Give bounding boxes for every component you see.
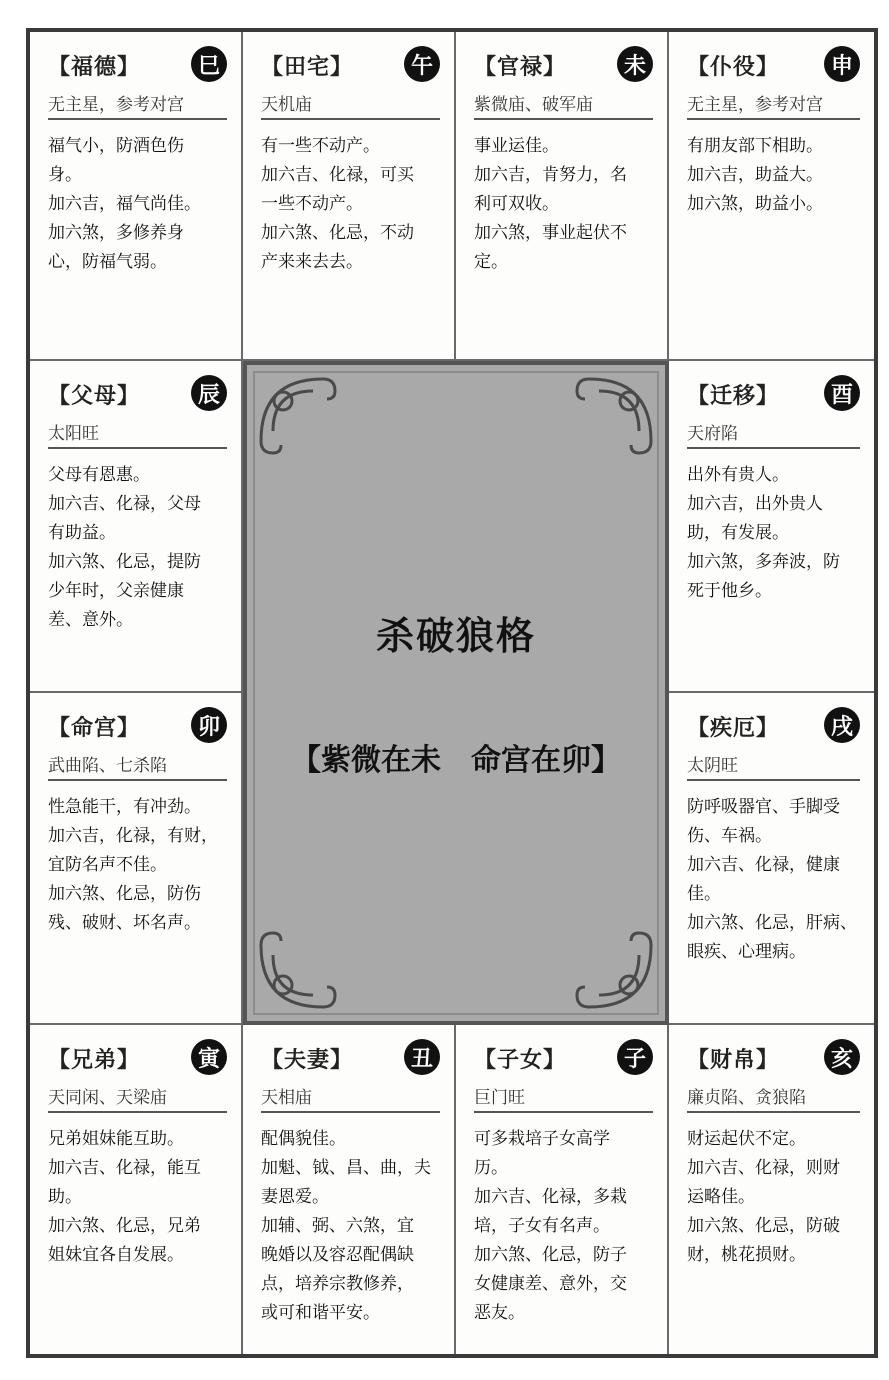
palace-name: 【兄弟】: [48, 1048, 141, 1073]
description-line: 历。: [474, 1158, 508, 1178]
branch-badge: 子: [617, 1039, 653, 1075]
branch-badge: 寅: [191, 1039, 227, 1075]
palace-stars: 武曲陷、七杀陷: [48, 751, 227, 781]
branch-badge: 申: [824, 46, 860, 82]
description-line: 姐妹宜各自发展。: [48, 1245, 184, 1265]
palace-description: [474, 1125, 653, 1328]
description-line: 少年时，父亲健康: [48, 581, 184, 601]
center-panel: [243, 361, 669, 1025]
description-line: 出外有贵人。: [687, 465, 789, 485]
description-line: 性急能干，有冲劲。: [48, 797, 201, 817]
description-line: 心，防福气弱。: [48, 252, 167, 272]
description-line: 加六吉、化禄，则财: [687, 1158, 840, 1178]
description-line: 助。: [48, 1187, 82, 1207]
palace-description: [261, 132, 440, 277]
description-line: 加六煞、化忌，提防: [48, 552, 201, 572]
center-inner-frame: [253, 371, 659, 1015]
palace-description: [48, 461, 227, 635]
palace-stars: 太阳旺: [48, 419, 227, 449]
palace-description: [474, 132, 653, 277]
description-line: 宜防名声不佳。: [48, 855, 167, 875]
palace-stars: 天同闲、天梁庙: [48, 1083, 227, 1113]
palace-qianyi: [669, 361, 874, 693]
palace-description: [48, 793, 227, 938]
branch-badge: 辰: [191, 375, 227, 411]
description-line: 加六吉，助益大。: [687, 165, 823, 185]
description-line: 有朋友部下相助。: [687, 136, 823, 156]
description-line: 利可双收。: [474, 194, 559, 214]
description-line: 运略佳。: [687, 1187, 755, 1207]
description-line: 财，桃花损财。: [687, 1245, 806, 1265]
palace-stars: 无主星，参考对宫: [48, 90, 227, 120]
description-line: 一些不动产。: [261, 194, 363, 214]
branch-badge: 丑: [404, 1039, 440, 1075]
palace-minggong: [30, 693, 243, 1025]
description-line: 财运起伏不定。: [687, 1129, 806, 1149]
palace-stars: 天机庙: [261, 90, 440, 120]
description-line: 兄弟姐妹能互助。: [48, 1129, 184, 1149]
description-line: 培，子女有名声。: [474, 1216, 610, 1236]
palace-stars: 巨门旺: [474, 1083, 653, 1113]
corner-ornament-top-right-icon: [569, 371, 659, 461]
branch-badge: 午: [404, 46, 440, 82]
palace-description: [687, 132, 860, 219]
description-line: 妻恩爱。: [261, 1187, 329, 1207]
palace-name: 【福德】: [48, 55, 141, 80]
palace-name: 【子女】: [474, 1048, 567, 1073]
description-line: 女健康差、意外，交: [474, 1274, 627, 1294]
branch-badge: 未: [617, 46, 653, 82]
branch-badge: 卯: [191, 707, 227, 743]
description-line: 加六吉，福气尚佳。: [48, 194, 201, 214]
palace-name: 【官禄】: [474, 55, 567, 80]
palace-name: 【父母】: [48, 384, 141, 409]
description-line: 残、破财、坏名声。: [48, 913, 201, 933]
description-line: 有助益。: [48, 523, 116, 543]
description-line: 加六煞、化忌，防破: [687, 1216, 840, 1236]
palace-description: [687, 793, 860, 967]
branch-badge: 酉: [824, 375, 860, 411]
description-line: 眼疾、心理病。: [687, 942, 806, 962]
corner-ornament-bottom-right-icon: [569, 925, 659, 1015]
description-line: 差、意外。: [48, 610, 133, 630]
palace-name: 【仆役】: [687, 55, 780, 80]
description-line: 定。: [474, 252, 508, 272]
palace-puyi: [669, 32, 874, 361]
palace-name: 【夫妻】: [261, 1048, 354, 1073]
description-line: 加六煞、化忌，兄弟: [48, 1216, 201, 1236]
branch-badge: 巳: [191, 46, 227, 82]
palace-name: 【田宅】: [261, 55, 354, 80]
description-line: 佳。: [687, 884, 721, 904]
corner-ornament-bottom-left-icon: [253, 925, 343, 1015]
corner-ornament-top-left-icon: [253, 371, 343, 461]
description-line: 加六吉、化禄，多栽: [474, 1187, 627, 1207]
description-line: 点，培养宗教修养，: [261, 1274, 414, 1294]
palace-xiongdi: [30, 1025, 243, 1354]
palace-stars: 无主星，参考对宫: [687, 90, 860, 120]
description-line: 伤、车祸。: [687, 826, 772, 846]
description-line: 加六煞、化忌，防子: [474, 1245, 627, 1265]
palace-name: 【疾厄】: [687, 716, 780, 741]
palace-description: [261, 1125, 440, 1328]
description-line: 福气小，防酒色伤: [48, 136, 184, 156]
chart-subtitle: 【紫微在未 命宫在卯】: [291, 743, 621, 778]
palace-jie: [669, 693, 874, 1025]
palace-zinv: [456, 1025, 669, 1354]
description-line: 加六煞、化忌，肝病、: [687, 913, 857, 933]
description-line: 加六吉，肯努力，名: [474, 165, 627, 185]
description-line: 晚婚以及容忍配偶缺: [261, 1245, 414, 1265]
palace-guanlu: [456, 32, 669, 361]
palace-stars: 紫微庙、破军庙: [474, 90, 653, 120]
branch-badge: 亥: [824, 1039, 860, 1075]
description-line: 父母有恩惠。: [48, 465, 150, 485]
description-line: 加六吉，出外贵人: [687, 494, 823, 514]
description-line: 死于他乡。: [687, 581, 772, 601]
description-line: 加六煞，助益小。: [687, 194, 823, 214]
description-line: 加六吉、化禄，父母: [48, 494, 201, 514]
palace-name: 【财帛】: [687, 1048, 780, 1073]
palace-name: 【命宫】: [48, 716, 141, 741]
palace-description: [687, 1125, 860, 1270]
description-line: 或可和谐平安。: [261, 1303, 380, 1323]
chart-title: 杀破狼格: [375, 614, 536, 658]
description-line: 加六煞，事业起伏不: [474, 223, 627, 243]
description-line: 加六煞、化忌，防伤: [48, 884, 201, 904]
palace-fumu: [30, 361, 243, 693]
branch-badge: 戌: [824, 707, 860, 743]
description-line: 加六吉、化禄，健康: [687, 855, 840, 875]
description-line: 有一些不动产。: [261, 136, 380, 156]
description-line: 产来来去去。: [261, 252, 363, 272]
description-line: 恶友。: [474, 1303, 525, 1323]
palace-stars: 太阴旺: [687, 751, 860, 781]
description-line: 助，有发展。: [687, 523, 789, 543]
description-line: 身。: [48, 165, 82, 185]
palace-stars: 廉贞陷、贪狼陷: [687, 1083, 860, 1113]
palace-caibo: [669, 1025, 874, 1354]
description-line: 可多栽培子女高学: [474, 1129, 610, 1149]
palace-description: [48, 1125, 227, 1270]
palace-tianzhai: [243, 32, 456, 361]
palace-stars: 天相庙: [261, 1083, 440, 1113]
palace-fude: [30, 32, 243, 361]
description-line: 防呼吸器官、手脚受: [687, 797, 840, 817]
description-line: 加六吉、化禄，可买: [261, 165, 414, 185]
description-line: 配偶貌佳。: [261, 1129, 346, 1149]
description-line: 加六吉、化禄，能互: [48, 1158, 201, 1178]
palace-name: 【迁移】: [687, 384, 780, 409]
zodiac-chart-board: [26, 28, 878, 1358]
description-line: 加六煞，多奔波，防: [687, 552, 840, 572]
palace-description: [687, 461, 860, 606]
description-line: 加魁、钺、昌、曲，夫: [261, 1158, 431, 1178]
description-line: 事业运佳。: [474, 136, 559, 156]
description-line: 加辅、弼、六煞，宜: [261, 1216, 414, 1236]
palace-description: [48, 132, 227, 277]
palace-stars: 天府陷: [687, 419, 860, 449]
description-line: 加六煞，多修养身: [48, 223, 184, 243]
description-line: 加六煞、化忌，不动: [261, 223, 414, 243]
palace-fuqi: [243, 1025, 456, 1354]
description-line: 加六吉，化禄，有财，: [48, 826, 218, 846]
